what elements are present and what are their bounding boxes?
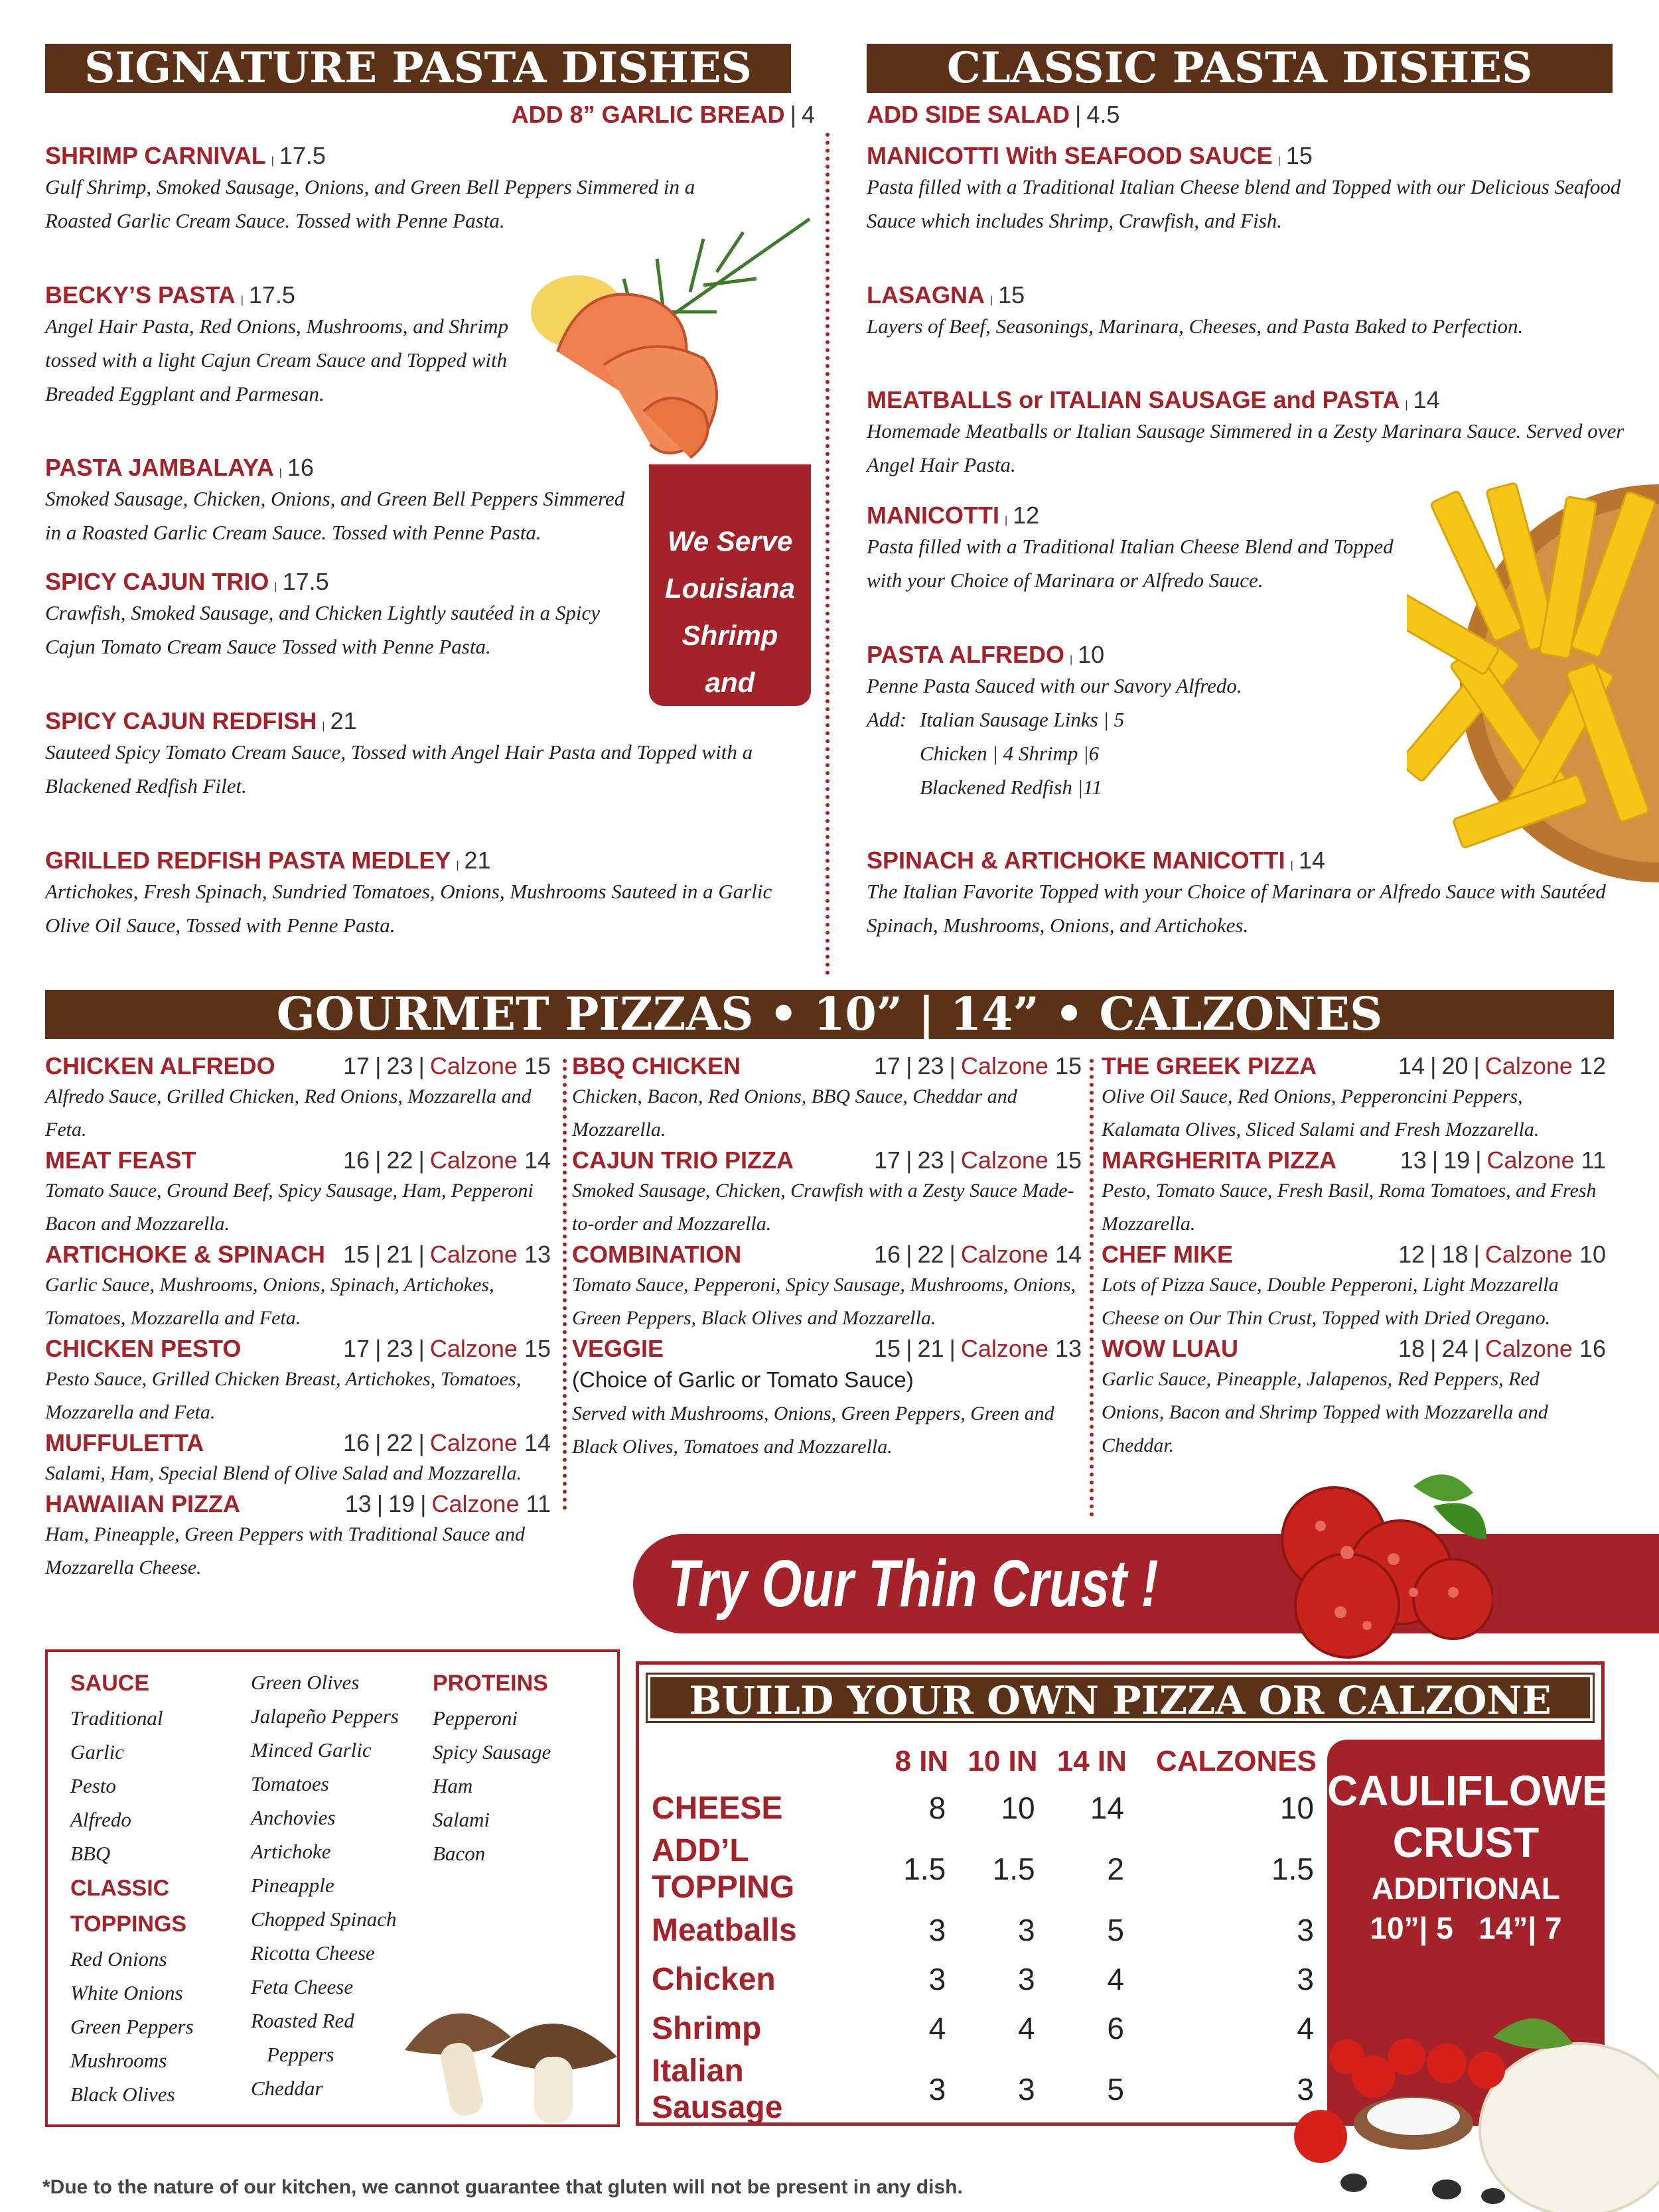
row-label: Chicken [652, 1961, 776, 1997]
price-calzone: 10 [1579, 1241, 1606, 1268]
pizza-row [45, 1241, 551, 1269]
item-desc: Angel Hair Pasta, Red Onions, Mushrooms, and Shrimp tossed with a light Cajun Cream Sauce and Topped with Breaded Eggplant and Parmesan. [45, 314, 509, 405]
calzone-label: Calzone [429, 1429, 518, 1456]
price-10in: 16 [874, 1241, 901, 1268]
alfredo-addons [867, 703, 1411, 804]
price-cell: 4 [928, 2011, 946, 2045]
signature-heading: SIGNATURE PASTA DISHES [45, 44, 791, 93]
addon-label: Add: [867, 708, 907, 731]
sauce-item: Garlic [70, 1740, 124, 1763]
item-name: MEATBALLS or ITALIAN SAUSAGE and PASTA [867, 386, 1400, 413]
pizza-row [1102, 1335, 1606, 1363]
pizza-item [1102, 1052, 1606, 1146]
protein-item: Pepperoni [433, 1706, 518, 1730]
byo-heading: BUILD YOUR OWN PIZZA OR CALZONE [648, 1675, 1593, 1721]
pizza-desc: Garlic Sauce, Mushrooms, Onions, Spinach, Artichokes, Tomatoes, Mozzarella and Feta. [45, 1274, 494, 1329]
item-name: MANICOTTI With SEAFOOD SAUCE [867, 142, 1273, 169]
price-10in: 17 [343, 1335, 370, 1362]
item-name: PASTA ALFREDO [867, 641, 1064, 668]
price-calzone: 13 [524, 1241, 551, 1268]
price-calzone: 11 [1581, 1146, 1606, 1174]
tomato-mozzarella-image [1274, 1997, 1659, 2212]
garlic-bread-label: ADD 8” GARLIC BREAD [511, 101, 785, 128]
pizza-item [1102, 1241, 1606, 1335]
calzone-label: Calzone [1486, 1146, 1575, 1174]
pizza-name: VEGGIE [572, 1335, 664, 1362]
sauce-item: BBQ [70, 1842, 111, 1865]
pizza-item [572, 1052, 1082, 1146]
pizza-name: THE GREEK PIZZA [1102, 1052, 1317, 1079]
price-calzone: 14 [524, 1146, 551, 1174]
topping-item: Feta Cheese [251, 1975, 354, 1998]
price-10in: 12 [1398, 1241, 1425, 1268]
topping-item: Peppers [267, 2043, 334, 2066]
pizza-desc: Tomato Sauce, Ground Beef, Spicy Sausage, Ham, Pepperoni Bacon and Mozzarella. [45, 1180, 534, 1235]
price-10in: 15 [874, 1335, 901, 1362]
calzone-label: Calzone [1484, 1052, 1573, 1079]
price-14in: 21 [917, 1335, 944, 1362]
table-row [644, 1783, 1322, 1832]
pizza-prices: 14 | 20 | Calzone 12 [1398, 1052, 1606, 1079]
price-cell: 5 [1107, 2072, 1124, 2107]
protein-item: Salami [433, 1808, 490, 1831]
item-price: 21 [330, 707, 357, 734]
menu-item: LASAGNA | 15 Layers of Beef, Seasonings, Marinara, Cheeses, and Pasta Baked to Perfection. [867, 281, 1630, 343]
row-label: Shrimp [652, 2010, 762, 2046]
pizza-item [1102, 1146, 1606, 1241]
topping-item: Mushrooms [70, 2049, 167, 2072]
item-name: PASTA JAMBALAYA [45, 454, 274, 481]
item-desc: Gulf Shrimp, Smoked Sausage, Onions, and Green Bell Peppers Simmered in a Roasted Garlic Cream Sauce. Tossed with Penne Pasta. [45, 175, 695, 232]
thin-crust-text: Try Our Thin Crust ! [668, 1547, 1159, 1621]
price-14in: 23 [386, 1052, 413, 1079]
price-calzone: 15 [524, 1052, 551, 1079]
pizza-item [45, 1052, 551, 1146]
addon-line: Blackened Redfish |11 [920, 776, 1102, 799]
table-row [644, 1955, 1322, 2004]
pizza-row [45, 1146, 551, 1174]
table-row [644, 1832, 1322, 1905]
item-price: 21 [464, 847, 491, 874]
price-calzone: 15 [524, 1335, 551, 1362]
price-cell: 10 [1279, 1791, 1314, 1825]
price-cell: 3 [1017, 1962, 1035, 1996]
pizza-row [572, 1052, 1082, 1080]
price-10in: 13 [344, 1490, 372, 1517]
pizza-row [1102, 1241, 1606, 1269]
pepperoni-image [1274, 1466, 1493, 1665]
price-10in: 17 [343, 1052, 370, 1079]
pizza-item [45, 1335, 551, 1429]
col-header: 10 IN [968, 1745, 1038, 1777]
price-10in: 14 [1398, 1052, 1425, 1079]
price-calzone: 12 [1579, 1052, 1606, 1079]
item-desc: Pasta filled with a Traditional Italian Cheese blend and Topped with our Delicious Seafood Sauce which includes Shrimp, Crawfish, and Fish. [867, 175, 1621, 232]
item-price: 10 [1078, 641, 1105, 668]
pizza-prices: 16 | 22 | Calzone 14 [343, 1429, 551, 1456]
side-salad-addon: ADD SIDE SALAD | 4.5 [867, 101, 1120, 128]
pizza-divider-2 [1090, 1059, 1094, 1517]
pizza-row [1102, 1146, 1606, 1174]
menu-item: SPICY CAJUN TRIO | 17.5 Crawfish, Smoked Sausage, and Chicken Lightly sautéed in a Spicy Cajun Tomato Cream Sauce Tossed with Penne Pasta. [45, 568, 616, 663]
price-cell: 4 [1017, 2011, 1035, 2045]
pizza-prices: 16 | 22 | Calzone 14 [874, 1241, 1082, 1268]
item-desc: Pasta filled with a Traditional Italian Cheese Blend and Topped with your Choice of Marinara or Alfredo Sauce. [867, 535, 1394, 592]
pizza-name: CAJUN TRIO PIZZA [572, 1146, 794, 1174]
item-name: BECKY’S PASTA [45, 281, 236, 309]
col-header: 14 IN [1056, 1745, 1127, 1777]
pizza-desc: Smoked Sausage, Chicken, Crawfish with a Zesty Sauce Made-to-order and Mozzarella. [572, 1180, 1074, 1235]
pizza-name: COMBINATION [572, 1241, 742, 1268]
penne-bowl-image [1407, 464, 1659, 889]
pizza-row [572, 1335, 1082, 1363]
price-14in: 19 [1443, 1146, 1471, 1174]
price-calzone: 13 [1054, 1335, 1082, 1362]
proteins-title: PROTEINS [433, 1671, 548, 1696]
price-cell: 1.5 [992, 1852, 1035, 1886]
pizza-item [572, 1335, 1082, 1464]
item-price: 14 [1413, 386, 1440, 413]
price-14in: 23 [917, 1052, 944, 1079]
price-cell: 6 [1107, 2011, 1124, 2045]
price-cell: 10 [1001, 1791, 1035, 1825]
pizza-desc: Salami, Ham, Special Blend of Olive Salad and Mozzarella. [45, 1462, 522, 1484]
pizza-desc: Garlic Sauce, Pineapple, Jalapenos, Red Peppers, Red Onions, Bacon and Shrimp Topped with Mozzarella and Cheddar. [1102, 1368, 1548, 1456]
side-salad-label: ADD SIDE SALAD [867, 101, 1070, 128]
price-10in: 17 [874, 1146, 901, 1174]
item-name: LASAGNA [867, 281, 985, 309]
topping-item: Ricotta Cheese [251, 1941, 375, 1965]
calzone-label: Calzone [429, 1052, 518, 1079]
classic-toppings-title: TOPPINGS [70, 1911, 187, 1937]
col-header: CALZONES [1156, 1745, 1317, 1777]
item-price: 15 [1285, 142, 1313, 169]
pizza-prices: 17 | 23 | Calzone 15 [343, 1335, 551, 1362]
garlic-bread-price: 4 [801, 101, 815, 128]
side-salad-price: 4.5 [1086, 101, 1120, 128]
price-10in: 17 [874, 1052, 901, 1079]
pizza-row [45, 1490, 551, 1518]
calzone-label: Calzone [429, 1146, 518, 1174]
item-name: SPICY CAJUN TRIO [45, 568, 269, 595]
pizzas-heading: GOURMET PIZZAS • 10” | 14” • CALZONES [45, 990, 1614, 1039]
price-10in: 16 [343, 1429, 370, 1456]
item-price: 14 [1298, 847, 1325, 874]
pizza-name: WOW LUAU [1102, 1335, 1238, 1362]
cauliflower-line4: 10”| 5 14”| 7 [1370, 1911, 1562, 1945]
cauliflower-line1: CAULIFLOWER [1327, 1767, 1641, 1815]
pizza-desc: Chicken, Bacon, Red Onions, BBQ Sauce, Cheddar and Mozzarella. [572, 1085, 1017, 1141]
price-10in: 15 [343, 1241, 370, 1268]
pizza-row [1102, 1052, 1606, 1080]
pizza-column-3 [1102, 1052, 1606, 1462]
price-cell: 4 [1107, 1962, 1124, 1996]
topping-item: Cheddar [251, 2077, 323, 2100]
sauce-item: Pesto [70, 1774, 116, 1797]
pizza-prices: 15 | 21 | Calzone 13 [874, 1335, 1082, 1362]
price-cell: 8 [928, 1791, 946, 1825]
pizza-name: MARGHERITA PIZZA [1102, 1146, 1336, 1174]
price-cell: 5 [1107, 1913, 1124, 1947]
table-row [644, 2053, 1322, 2126]
price-calzone: 14 [1054, 1241, 1082, 1268]
price-14in: 22 [386, 1429, 413, 1456]
pizza-desc: Ham, Pineapple, Green Peppers with Traditional Sauce and Mozzarella Cheese. [45, 1523, 525, 1578]
topping-item: Green Peppers [70, 2015, 194, 2038]
classic-heading: CLASSIC PASTA DISHES [867, 44, 1613, 93]
menu-item: PASTA ALFREDO | 10 Penne Pasta Sauced with our Savory Alfredo. Add: Italian Sausage Links | 5 Chicken | 4 Shrimp |6 Blackened Redfish |11 [867, 641, 1411, 804]
pizza-item [45, 1490, 551, 1584]
pizza-item [45, 1429, 551, 1490]
protein-item: Ham [433, 1774, 473, 1797]
pizza-desc: Pesto Sauce, Grilled Chicken Breast, Artichokes, Tomatoes, Mozzarella and Feta. [45, 1368, 522, 1423]
calzone-label: Calzone [960, 1146, 1048, 1174]
pizza-prices: 16 | 22 | Calzone 14 [343, 1146, 551, 1174]
pizza-name: HAWAIIAN PIZZA [45, 1490, 240, 1517]
calzone-label: Calzone [960, 1335, 1048, 1362]
price-calzone: 15 [1054, 1146, 1082, 1174]
protein-item: Spicy Sausage [433, 1740, 551, 1763]
item-desc: Artichokes, Fresh Spinach, Sundried Tomatoes, Onions, Mushrooms Sauteed in a Garlic Olive Oil Sauce, Tossed with Penne Pasta. [45, 880, 772, 937]
menu-item: SPINACH & ARTICHOKE MANICOTTI | 14 The Italian Favorite Topped with your Choice of Marinara or Alfredo Sauce with Sautéed Spinach, Mushrooms, Onions, and Artichokes. [867, 847, 1630, 942]
sauce-item: Alfredo [70, 1808, 131, 1831]
price-cell: 3 [928, 2072, 946, 2107]
topping-item: Anchovies [251, 1806, 336, 1829]
item-name: SPICY CAJUN REDFISH [45, 707, 317, 734]
item-price: 17.5 [279, 142, 326, 169]
pizza-item [572, 1241, 1082, 1335]
price-calzone: 11 [526, 1490, 551, 1517]
table-row [644, 1905, 1322, 1955]
calzone-label: Calzone [960, 1052, 1048, 1079]
topping-item: Minced Garlic [251, 1738, 372, 1762]
calzone-label: Calzone [1484, 1241, 1573, 1268]
table-row [644, 2004, 1322, 2053]
mushroom-image [392, 1977, 624, 2130]
pizza-prices: 17 | 23 | Calzone 15 [874, 1052, 1082, 1079]
pizza-row [572, 1241, 1082, 1269]
menu-item: PASTA JAMBALAYA | 16 Smoked Sausage, Chicken, Onions, and Green Bell Peppers Simmered in a Roasted Garlic Cream Sauce. Tossed with Penne Pasta. [45, 454, 642, 549]
price-14in: 22 [386, 1146, 413, 1174]
pizza-name: MEAT FEAST [45, 1146, 196, 1174]
item-price: 12 [1013, 502, 1040, 529]
pasta-divider [826, 133, 830, 975]
pizza-row [45, 1335, 551, 1363]
price-14in: 20 [1441, 1052, 1469, 1079]
price-14in: 23 [386, 1335, 413, 1362]
item-desc: The Italian Favorite Topped with your Choice of Marinara or Alfredo Sauce with Sautéed Spinach, Mushrooms, Onions, and Artichokes. [867, 880, 1606, 937]
price-cell: 1.5 [1271, 1852, 1314, 1886]
price-cell: 3 [928, 1962, 946, 1996]
price-calzone: 15 [1054, 1052, 1082, 1079]
item-desc: Layers of Beef, Seasonings, Marinara, Cheeses, and Pasta Baked to Perfection. [867, 314, 1524, 338]
price-cell: 14 [1090, 1791, 1124, 1825]
price-10in: 13 [1400, 1146, 1427, 1174]
pizza-prices: 18 | 24 | Calzone 16 [1398, 1335, 1606, 1362]
price-cell: 4 [1297, 2011, 1314, 2045]
garlic-bread-addon: ADD 8” GARLIC BREAD | 4 [511, 101, 815, 128]
pizza-prices: 17 | 23 | Calzone 15 [343, 1052, 551, 1079]
pizza-prices: 13 | 19 | Calzone 11 [1400, 1146, 1606, 1174]
item-desc: Smoked Sausage, Chicken, Onions, and Green Bell Peppers Simmered in a Roasted Garlic Cream Sauce. Tossed with Penne Pasta. [45, 487, 625, 544]
price-14in: 22 [917, 1241, 944, 1268]
price-10in: 16 [343, 1146, 370, 1174]
protein-item: Bacon [433, 1842, 486, 1865]
price-cell: 3 [1017, 1913, 1035, 1947]
pizza-name: ARTICHOKE & SPINACH [45, 1241, 326, 1268]
pizza-desc: Served with Mushrooms, Onions, Green Peppers, Green and Black Olives, Tomatoes and Mozzarella. [572, 1403, 1054, 1458]
price-10in: 18 [1398, 1335, 1425, 1362]
pizza-column-1 [45, 1052, 551, 1584]
topping-item: Black Olives [70, 2083, 175, 2106]
menu-item: BECKY’S PASTA | 17.5 Angel Hair Pasta, Red Onions, Mushrooms, and Shrimp tossed with a light Cajun Cream Sauce and Topped with Breaded Eggplant and Parmesan. [45, 281, 523, 411]
pizza-name: MUFFULETTA [45, 1429, 204, 1456]
pizza-row [572, 1146, 1082, 1174]
addon-line: Italian Sausage Links | 5 [920, 708, 1125, 731]
addon-line: Chicken | 4 Shrimp |6 [920, 742, 1100, 765]
menu-item: MANICOTTI | 12 Pasta filled with a Traditional Italian Cheese Blend and Topped with your Choice of Marinara or Alfredo Sauce. [867, 502, 1411, 597]
cauliflower-line2: CRUST [1392, 1819, 1540, 1866]
topping-item: Green Olives [251, 1671, 360, 1694]
row-label: ADD’L TOPPING [652, 1833, 795, 1905]
topping-item: Artichoke [251, 1840, 331, 1863]
pizza-name: BBQ CHICKEN [572, 1052, 741, 1079]
price-cell: 1.5 [903, 1852, 946, 1886]
item-name: SHRIMP CARNIVAL [45, 142, 266, 169]
calzone-label: Calzone [429, 1335, 518, 1362]
pizza-desc: Lots of Pizza Sauce, Double Pepperoni, Light Mozzarella Cheese on Our Thin Crust, Topped with Dried Oregano. [1102, 1274, 1559, 1329]
price-cell: 3 [1297, 2072, 1314, 2107]
menu-item: MANICOTTI With SEAFOOD SAUCE | 15 Pasta filled with a Traditional Italian Cheese blend and Topped with our Delicious Seafood Sauce which includes Shrimp, Crawfish, and Fish. [867, 142, 1630, 238]
item-price: 17.5 [282, 568, 329, 595]
pizza-prices: 13 | 19 | Calzone 11 [344, 1490, 551, 1517]
pizza-desc: Olive Oil Sauce, Red Onions, Pepperoncini Peppers, Kalamata Olives, Sliced Salami and Fresh Mozzarella. [1102, 1085, 1540, 1141]
item-name: GRILLED REDFISH PASTA MEDLEY [45, 847, 451, 874]
topping-item: Chopped Spinach [251, 1907, 397, 1931]
pizza-note: (Choice of Garlic or Tomato Sauce) [572, 1367, 914, 1392]
topping-item: Jalapeño Peppers [251, 1704, 399, 1728]
menu-item: MEATBALLS or ITALIAN SAUSAGE and PASTA | 14 Homemade Meatballs or Italian Sausage Simmered in a Zesty Marinara Sauce. Served over Angel Hair Pasta. [867, 386, 1630, 482]
calzone-label: Calzone [1484, 1335, 1573, 1362]
price-cell: 3 [1297, 1913, 1314, 1947]
pizza-row [45, 1429, 551, 1457]
pizza-item [572, 1146, 1082, 1241]
pizza-row [45, 1052, 551, 1080]
menu-item: SHRIMP CARNIVAL | 17.5 Gulf Shrimp, Smoked Sausage, Onions, and Green Bell Peppers Simmered in a Roasted Garlic Cream Sauce. Tossed with Penne Pasta. [45, 142, 722, 238]
item-name: SPINACH & ARTICHOKE MANICOTTI [867, 847, 1285, 874]
pizza-desc: Tomato Sauce, Pepperoni, Spicy Sausage, Mushrooms, Onions, Green Peppers, Black Olives and Mozzarella. [572, 1274, 1076, 1329]
byo-row-header [644, 1740, 883, 1783]
row-label: CHEESE [652, 1790, 783, 1826]
gluten-disclaimer: *Due to the nature of our kitchen, we cannot guarantee that gluten will not be present in any dish. [42, 2176, 963, 2198]
topping-item: Pineapple [251, 1874, 334, 1897]
sauce-title: SAUCE [70, 1671, 150, 1696]
menu-item: SPICY CAJUN REDFISH | 21 Sauteed Spicy Tomato Cream Sauce, Tossed with Angel Hair Pasta and Topped with a Blackened Redfish Filet. [45, 707, 775, 803]
item-price: 16 [287, 454, 314, 481]
price-cell: 2 [1107, 1852, 1124, 1886]
toppings-col-2 [251, 1665, 399, 2105]
price-14in: 24 [1441, 1335, 1469, 1362]
pizza-name: CHICKEN PESTO [45, 1335, 242, 1362]
price-calzone: 16 [1579, 1335, 1606, 1362]
pizza-prices: 12 | 18 | Calzone 10 [1398, 1241, 1606, 1268]
pizza-prices: 17 | 23 | Calzone 15 [874, 1146, 1082, 1174]
pizza-prices: 15 | 21 | Calzone 13 [343, 1241, 551, 1268]
item-desc: Homemade Meatballs or Italian Sausage Simmered in a Zesty Marinara Sauce. Served over Angel Hair Pasta. [867, 419, 1624, 476]
shrimp-image [504, 199, 823, 491]
cauliflower-line3: ADDITIONAL [1372, 1871, 1560, 1905]
topping-item: Tomatoes [251, 1772, 329, 1795]
price-14in: 19 [388, 1490, 415, 1517]
pizza-name: CHEF MIKE [1102, 1241, 1233, 1268]
pizza-item [45, 1146, 551, 1241]
toppings-col-1 [70, 1665, 194, 2111]
item-desc: Crawfish, Smoked Sausage, and Chicken Lightly sautéed in a Spicy Cajun Tomato Cream Sauce Tossed with Penne Pasta. [45, 601, 601, 658]
pizza-desc: Alfredo Sauce, Grilled Chicken, Red Onions, Mozzarella and Feta. [45, 1085, 532, 1141]
sauce-item: Traditional [70, 1706, 163, 1730]
classic-toppings-title: CLASSIC [70, 1876, 170, 1901]
pizza-item [45, 1241, 551, 1335]
toppings-col-3 [433, 1665, 551, 1870]
price-calzone: 14 [524, 1429, 551, 1456]
item-desc: Sauteed Spicy Tomato Cream Sauce, Tossed with Angel Hair Pasta and Topped with a Blackened Redfish Filet. [45, 740, 753, 797]
calzone-label: Calzone [429, 1241, 518, 1268]
item-desc: Penne Pasta Sauced with our Savory Alfredo. [867, 674, 1242, 697]
price-cell: 3 [928, 1913, 946, 1947]
topping-item: Red Onions [70, 1947, 167, 1970]
price-14in: 18 [1441, 1241, 1469, 1268]
price-14in: 23 [917, 1146, 944, 1174]
row-label: Meatballs [652, 1912, 797, 1948]
byo-price-table [644, 1740, 1322, 2126]
pizza-name: CHICKEN ALFREDO [45, 1052, 275, 1079]
pizza-desc: Pesto, Tomato Sauce, Fresh Basil, Roma Tomatoes, and Fresh Mozzarella. [1102, 1180, 1597, 1235]
calzone-label: Calzone [431, 1490, 520, 1517]
price-cell: 3 [1017, 2072, 1035, 2107]
shrimp-badge: We Serve Louisiana Shrimp and Crawfish [649, 464, 811, 706]
pizza-item [1102, 1335, 1606, 1462]
item-price: 17.5 [248, 281, 295, 309]
item-price: 15 [998, 281, 1025, 309]
topping-item: White Onions [70, 1981, 183, 2004]
price-cell: 3 [1297, 1962, 1314, 1996]
pizza-column-2 [572, 1052, 1082, 1464]
price-14in: 21 [386, 1241, 413, 1268]
row-label: Italian Sausage [652, 2053, 783, 2125]
pizza-divider-1 [563, 1059, 567, 1510]
item-name: MANICOTTI [867, 502, 999, 529]
calzone-label: Calzone [960, 1241, 1048, 1268]
menu-item: GRILLED REDFISH PASTA MEDLEY | 21 Artichokes, Fresh Spinach, Sundried Tomatoes, Onions, Mushrooms Sauteed in a Garlic Olive Oil Sauce, Tossed with Penne Pasta. [45, 847, 775, 942]
topping-item: Roasted Red [251, 2009, 354, 2032]
col-header: 8 IN [895, 1745, 949, 1777]
